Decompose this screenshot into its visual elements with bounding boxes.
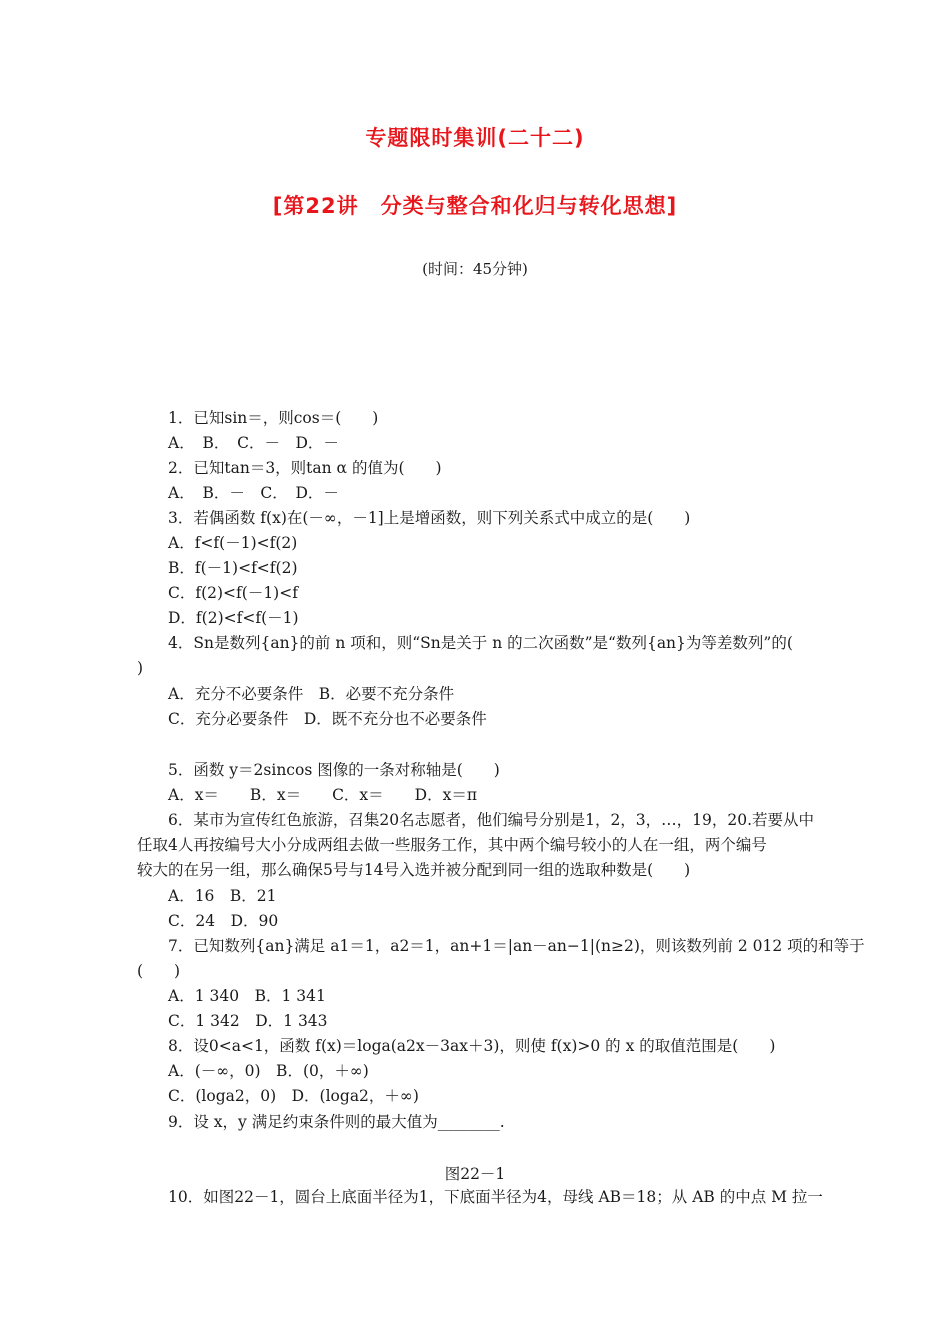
question-6-line-3: 较大的在另一组，那么确保5号与14号入选并被分配到同一组的选取种数是( ) (137, 861, 691, 879)
question-4-options-1: A．充分不必要条件 B．必要不充分条件 (168, 685, 455, 703)
question-10: 10．如图22－1，圆台上底面半径为1，下底面半径为4，母线 AB＝18；从 AB 的中点 M 拉一 (168, 1188, 823, 1206)
question-6-line-2: 任取4人再按编号大小分成两组去做一些服务工作，其中两个编号较小的人在一组，两个编号 (137, 836, 767, 854)
question-3-option-b: B．f(－1)<f<f(2) (168, 559, 298, 577)
question-6-options-1: A．16 B．21 (168, 887, 277, 905)
question-7-options-1: A．1 340 B．1 341 (168, 987, 326, 1005)
question-9: 9．设 x，y 满足约束条件则的最大值为________. (168, 1113, 505, 1131)
question-4-continued: ) (137, 659, 144, 677)
question-4: 4．Sn是数列{an}的前 n 项和，则“Sn是关于 n 的二次函数”是“数列{an}为等差数列”的( (168, 634, 793, 652)
question-7-continued: ( ) (137, 962, 181, 980)
time-limit: (时间：45分钟) (422, 260, 528, 278)
question-8: 8．设0<a<1，函数 f(x)＝loga(a2x－3ax＋3)，则使 f(x)>0 的 x 的取值范围是( ) (168, 1037, 776, 1055)
question-3-option-d: D．f(2)<f<f(－1) (168, 609, 299, 627)
question-8-options-2: C．(loga2，0) D．(loga2，＋∞) (168, 1087, 419, 1105)
question-6-options-2: C．24 D．90 (168, 912, 279, 930)
question-7: 7．已知数列{an}满足 a1＝1，a2＝1，an+1＝|an－an−1|(n≥2)，则该数列前 2 012 项的和等于 (168, 937, 865, 955)
question-2: 2．已知tan＝3，则tan α 的值为( ) (168, 459, 442, 477)
question-1: 1．已知sin＝，则cos＝( ) (168, 409, 379, 427)
question-4-options-2: C．充分必要条件 D．既不充分也不必要条件 (168, 710, 487, 728)
question-5: 5．函数 y＝2sincos 图像的一条对称轴是( ) (168, 761, 500, 779)
question-3-option-c: C．f(2)<f(－1)<f (168, 584, 298, 602)
question-3: 3．若偶函数 f(x)在(－∞，－1]上是增函数，则下列关系式中成立的是( ) (168, 509, 691, 527)
question-1-options: A． B． C．－ D．－ (168, 434, 339, 452)
question-3-option-a: A．f<f(－1)<f(2) (168, 534, 298, 552)
question-8-options-1: A．(－∞，0) B．(0，＋∞) (168, 1062, 369, 1080)
question-5-options: A．x＝ B．x＝ C．x＝ D．x＝π (168, 786, 478, 804)
doc-subtitle: [第22讲 分类与整合和化归与转化思想] (272, 194, 678, 218)
question-2-options: A． B．－ C． D．－ (168, 484, 339, 502)
figure-caption: 图22－1 (444, 1165, 506, 1183)
doc-title: 专题限时集训(二十二) (365, 126, 585, 150)
question-6-line-1: 6．某市为宣传红色旅游，召集20名志愿者，他们编号分别是1，2，3，…，19，20.若要从中 (168, 811, 815, 829)
question-7-options-2: C．1 342 D．1 343 (168, 1012, 328, 1030)
